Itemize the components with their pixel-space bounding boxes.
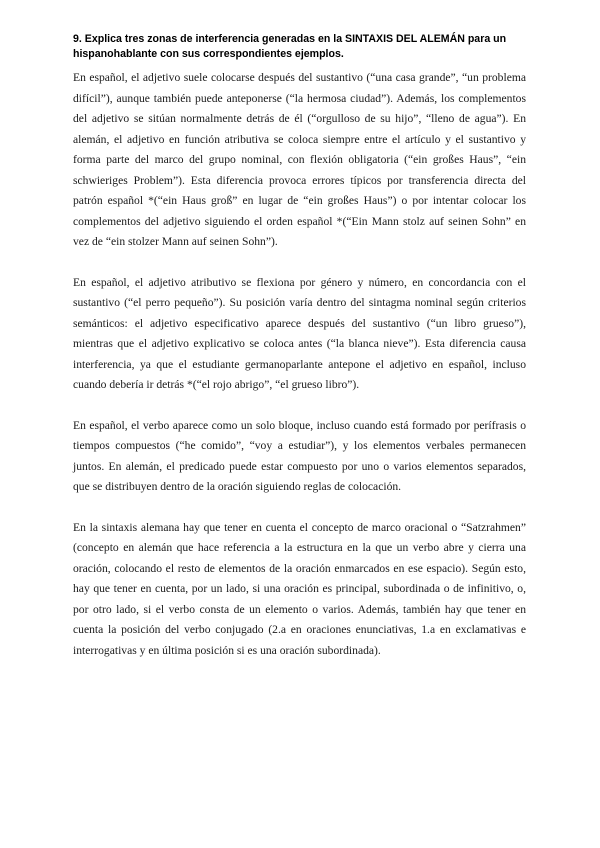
paragraph-adjective-inflection: En español, el adjetivo atributivo se flexiona por género y número, en concordancia con el sustantivo (“el perro pequeño”). Su posición varía dentro del sintagma nominal según criterios semánticos: el adjetivo especificativo aparece después del sustantivo (“un libro grueso”), mientras que el adjetivo explicativo se coloca antes (“la blanca nieve”). Esta diferencia causa interferencia, ya que el estudiante germanoparlante antepone el adjetivo en español, incluso cuando debería ir detrás *(“el rojo abrigo”, “el grueso libro”).: [73, 275, 526, 391]
document-body: [73, 32, 526, 681]
paragraph-satzrahmen: En la sintaxis alemana hay que tener en cuenta el concepto de marco oracional o “Satzrahmen” (concepto en alemán que hace referencia a la estructura en la que un verbo abre y cierra una oración, colocando el resto de elementos de la oración enmarcados en ese espacio). Según esto, hay que tener en cuenta, por un lado, si una oración es principal, subordinada o de infinitivo, o, por otro lado, si el verbo consta de un elemento o varios. Además, también hay que tener en cuenta la posición del verbo conjugado (2.a en oraciones enunciativas, 1.a en exclamativas e interrogativas y en última posición si es una oración subordinada).: [73, 520, 526, 657]
paragraph-verb-block: En español, el verbo aparece como un solo bloque, incluso cuando está formado por perífrasis o tiempos compuestos (“he comido”, “voy a estudiar”), y los elementos verbales permanecen juntos. En alemán, el predicado puede estar compuesto por uno o varios elementos separados, que se distribuyen dentro de la oración siguiendo reglas de colocación.: [73, 418, 526, 493]
paragraph-adjective-position: En español, el adjetivo suele colocarse después del sustantivo (“una casa grande”, “un problema difícil”), aunque también puede anteponerse (“la hermosa ciudad”). Además, los complementos del adjetivo se sitúan normalmente detrás de él (“orgulloso de su hijo”, “lleno de agua”). En alemán, el adjetivo en función atributiva se coloca siempre entre el artículo y el sustantivo y forma parte del marco del grupo nominal, con flexión obligatoria (“ein großes Haus”, “ein schwieriges Problem”). Esta diferencia provoca errores típicos por transferencia directa del patrón español *(“ein Haus groß” en lugar de “ein großes Haus”) o por intentar colocar los complementos del adjetivo siguiendo el orden español *(“Ein Mann stolz auf seinen Sohn” en vez de “ein stolzer Mann auf seinen Sohn”).: [73, 71, 526, 248]
question-heading: 9. Explica tres zonas de interferencia generadas en la SINTAXIS DEL ALEMÁN para un hispanohablante con sus correspondientes ejemplos.: [73, 33, 507, 60]
